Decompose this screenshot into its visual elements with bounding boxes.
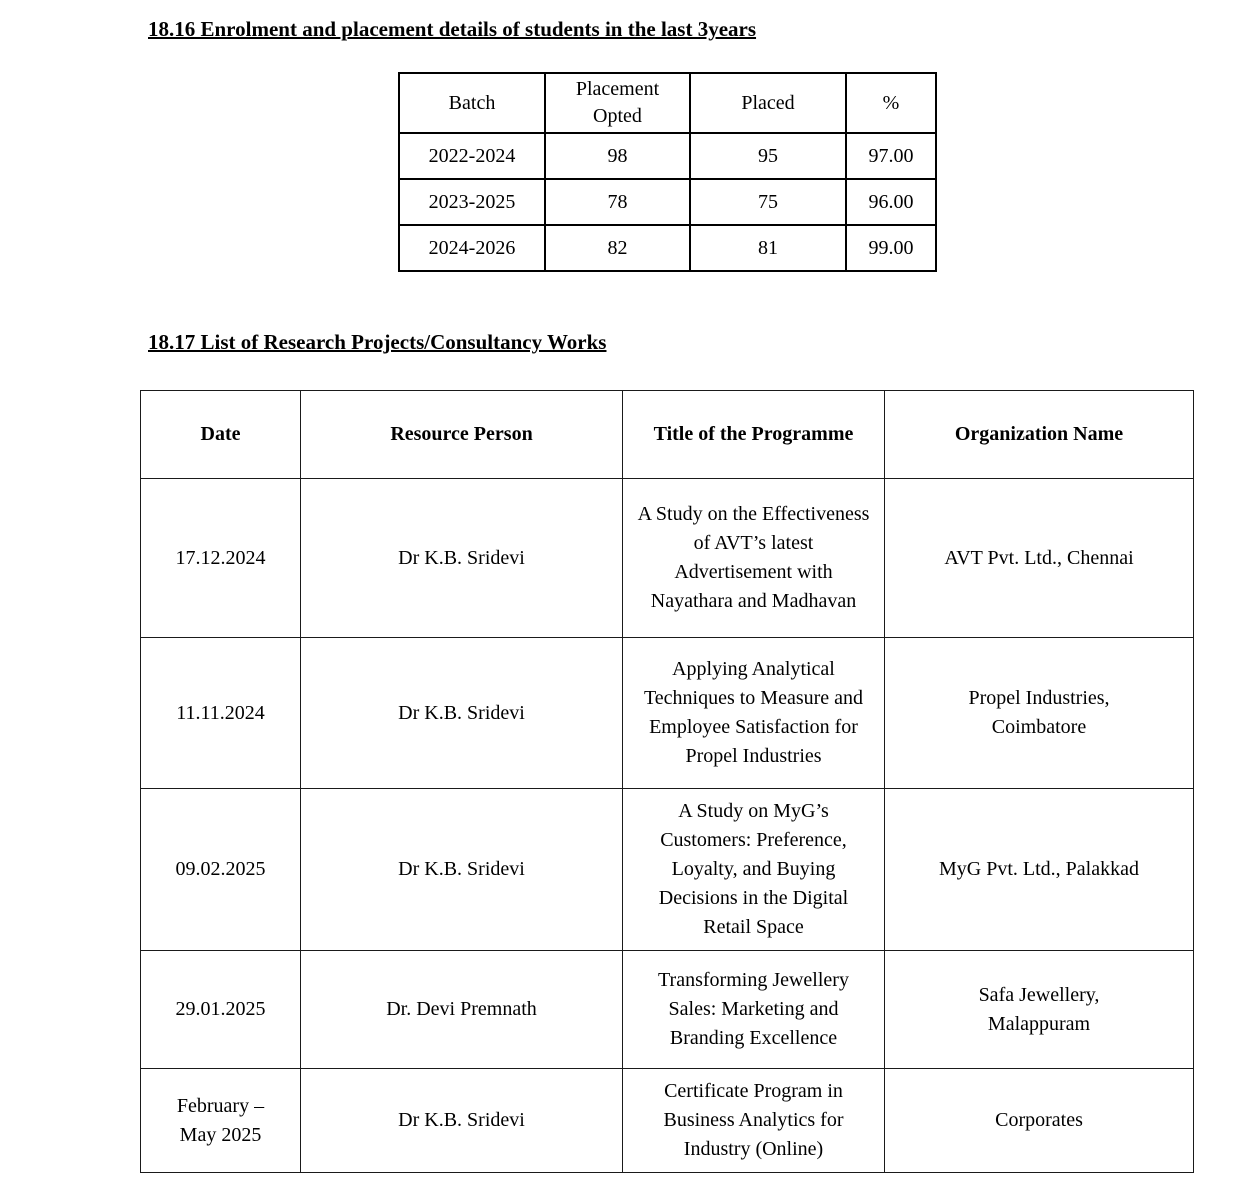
table-cell: 96.00 xyxy=(846,179,936,225)
column-header-placed: Placed xyxy=(690,73,846,133)
table-cell: Applying Analytical Techniques to Measure and Employee Satisfaction for Propel Industries xyxy=(623,638,885,789)
table-cell: 2023-2025 xyxy=(399,179,545,225)
table-cell: Dr K.B. Sridevi xyxy=(301,789,623,951)
table-cell: 95 xyxy=(690,133,846,179)
table-cell: A Study on MyG’s Customers: Preference, Loyalty, and Buying Decisions in the Digital Retail Space xyxy=(623,789,885,951)
table-cell: 99.00 xyxy=(846,225,936,271)
table-cell: Dr K.B. Sridevi xyxy=(301,638,623,789)
table-cell: Dr K.B. Sridevi xyxy=(301,479,623,638)
table-cell: 2022-2024 xyxy=(399,133,545,179)
table-cell: Dr. Devi Premnath xyxy=(301,951,623,1069)
table-row xyxy=(399,225,936,271)
table-cell: Corporates xyxy=(885,1069,1194,1173)
table-cell: 82 xyxy=(545,225,690,271)
column-header-placement-opted: Placement Opted xyxy=(545,73,690,133)
table-cell: 97.00 xyxy=(846,133,936,179)
section-heading-18-17: 18.17 List of Research Projects/Consultancy Works xyxy=(148,330,607,354)
table-cell: 17.12.2024 xyxy=(141,479,301,638)
table-cell: 81 xyxy=(690,225,846,271)
column-header-percent: % xyxy=(846,73,936,133)
table-cell: 09.02.2025 xyxy=(141,789,301,951)
table-cell: MyG Pvt. Ltd., Palakkad xyxy=(885,789,1194,951)
table-header-row xyxy=(399,73,936,133)
table-cell: AVT Pvt. Ltd., Chennai xyxy=(885,479,1194,638)
placement-details-table xyxy=(398,72,937,272)
column-header-batch: Batch xyxy=(399,73,545,133)
table-cell: Transforming Jewellery Sales: Marketing and Branding Excellence xyxy=(623,951,885,1069)
table-row xyxy=(141,479,1194,638)
section-heading-18-16: 18.16 Enrolment and placement details of students in the last 3years xyxy=(148,17,757,41)
column-header-resource-person: Resource Person xyxy=(301,391,623,479)
table-cell: 75 xyxy=(690,179,846,225)
column-header-date: Date xyxy=(141,391,301,479)
table-cell: Certificate Program in Business Analytics for Industry (Online) xyxy=(623,1069,885,1173)
table-header-row xyxy=(141,391,1194,479)
table-cell: 2024-2026 xyxy=(399,225,545,271)
table-cell: A Study on the Effectiveness of AVT’s latest Advertisement with Nayathara and Madhavan xyxy=(623,479,885,638)
table-cell: 11.11.2024 xyxy=(141,638,301,789)
column-header-organization-name: Organization Name xyxy=(885,391,1194,479)
table-cell: Safa Jewellery, Malappuram xyxy=(885,951,1194,1069)
table-row xyxy=(141,951,1194,1069)
table-cell: 29.01.2025 xyxy=(141,951,301,1069)
table-cell: February – May 2025 xyxy=(141,1069,301,1173)
table-cell: Propel Industries, Coimbatore xyxy=(885,638,1194,789)
column-header-programme-title: Title of the Programme xyxy=(623,391,885,479)
table-row xyxy=(399,133,936,179)
table-row xyxy=(141,789,1194,951)
research-projects-table xyxy=(140,390,1194,1173)
table-row xyxy=(141,1069,1194,1173)
table-cell: 98 xyxy=(545,133,690,179)
table-cell: 78 xyxy=(545,179,690,225)
table-cell: Dr K.B. Sridevi xyxy=(301,1069,623,1173)
table-row xyxy=(399,179,936,225)
table-row xyxy=(141,638,1194,789)
